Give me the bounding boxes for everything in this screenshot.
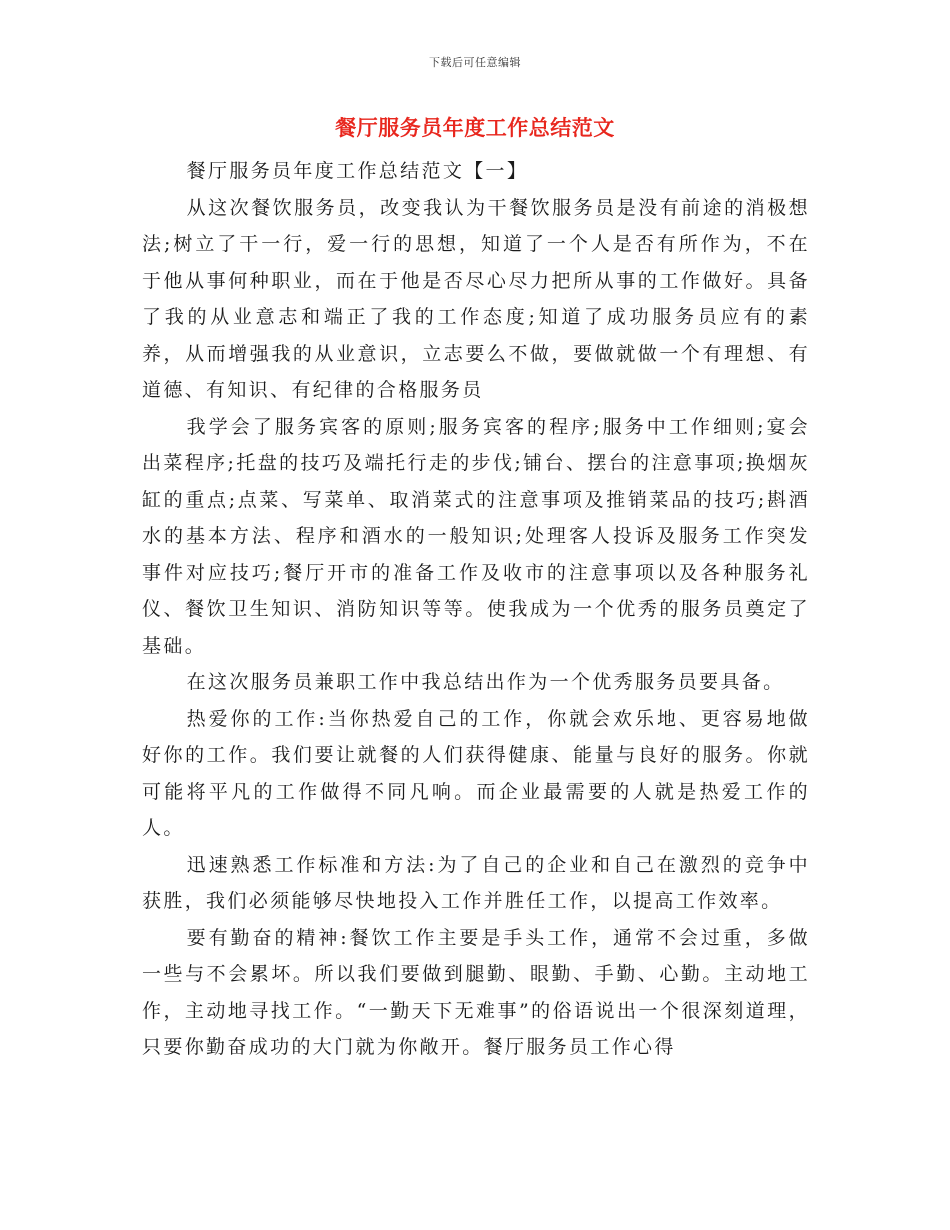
paragraph-subtitle: 餐厅服务员年度工作总结范文【一】 bbox=[186, 160, 529, 182]
paragraph: 迅速熟悉工作标准和方法:为了自己的企业和自己在激烈的竞争中获胜，我们必须能够尽快地投入工作并胜任工作，以提高工作效率。 bbox=[142, 853, 810, 912]
header-note: 下载后可任意编辑 bbox=[429, 56, 521, 69]
paragraph: 从这次餐饮服务员，改变我认为干餐饮服务员是没有前途的消极想法;树立了干一行，爱一行的思想，知道了一个人是否有所作为，不在于他从事何种职业，而在于他是否尽心尽力把所从事的工作做好。具备了我的从业意志和端正了我的工作态度;知道了成功服务员应有的素养，从而增强我的从业意识，立志要么不做，要做就做一个有理想、有道德、有知识、有纪律的合格服务员 bbox=[142, 196, 810, 401]
document-body bbox=[142, 153, 810, 1066]
paragraph: 热爱你的工作:当你热爱自己的工作，你就会欢乐地、更容易地做好你的工作。我们要让就餐的人们获得健康、能量与良好的服务。你就可能将平凡的工作做得不同凡响。而企业最需要的人就是热爱工作的人。 bbox=[142, 707, 810, 839]
document-title: 餐厅服务员年度工作总结范文 bbox=[335, 115, 615, 140]
paragraph: 我学会了服务宾客的原则;服务宾客的程序;服务中工作细则;宴会出菜程序;托盘的技巧及端托行走的步伐;铺台、摆台的注意事项;换烟灰缸的重点;点菜、写菜单、取消菜式的注意事项及推销菜品的技巧;斟酒水的基本方法、程序和酒水的一般知识;处理客人投诉及服务工作突发事件对应技巧;餐厅开市的准备工作及收市的注意事项以及各种服务礼仪、餐饮卫生知识、消防知识等等。使我成为一个优秀的服务员奠定了基础。 bbox=[142, 415, 810, 657]
paragraph: 要有勤奋的精神:餐饮工作主要是手头工作，通常不会过重，多做一些与不会累坏。所以我们要做到腿勤、眼勤、手勤、心勤。主动地工作，主动地寻找工作。“一勤天下无难事”的俗语说出一个很深刻道理，只要你勤奋成功的大门就为你敞开。餐厅服务员工作心得 bbox=[142, 926, 810, 1058]
paragraph: 在这次服务员兼职工作中我总结出作为一个优秀服务员要具备。 bbox=[186, 671, 785, 693]
